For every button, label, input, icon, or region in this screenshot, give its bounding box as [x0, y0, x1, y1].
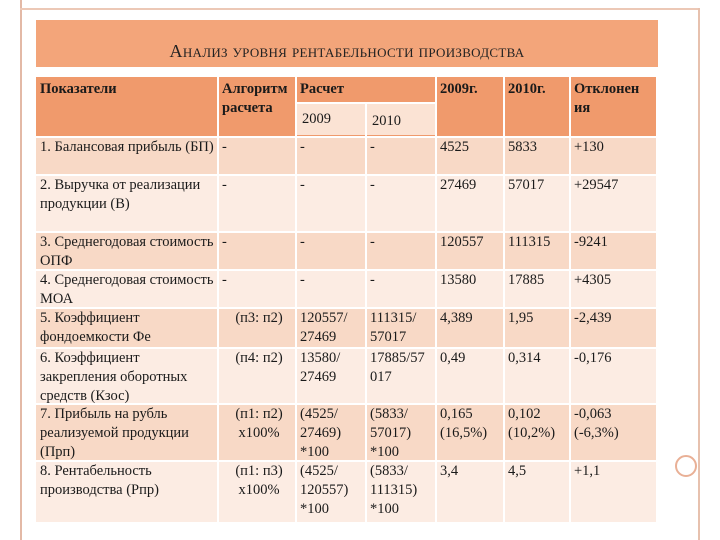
row-deviation: -0,176: [574, 350, 612, 366]
row-calc-2010: -: [370, 272, 375, 288]
row-calc-2010: (5833/ 57017) *100: [370, 406, 412, 460]
row-calc-2010: -: [370, 177, 375, 193]
row-calc-2009: 120557/ 27469: [300, 310, 348, 345]
row-deviation: +29547: [574, 177, 619, 193]
row-value-2009: 3,4: [440, 463, 459, 479]
slide-title: Анализ уровня рентабельности производства: [169, 41, 525, 61]
header-2009: 2009г.: [440, 81, 478, 97]
row-calc-2009: (4525/ 120557) *100: [300, 463, 349, 517]
row-name: 1. Балансовая прибыль (БП): [40, 139, 214, 155]
row-algorithm: (п1: п2) х100%: [235, 406, 283, 441]
row-value-2009: 0,165 (16,5%): [440, 406, 488, 441]
row-value-2010: 4,5: [508, 463, 527, 479]
header-calc-2009: 2009: [302, 111, 331, 127]
header-2010: 2010г.: [508, 81, 546, 97]
header-calc-2010: 2010: [372, 113, 401, 129]
row-value-2009: 120557: [440, 234, 484, 250]
row-algorithm: -: [222, 234, 227, 250]
slide-frame-top: [20, 8, 700, 10]
row-value-2010: 111315: [508, 234, 551, 250]
row-value-2010: 17885: [508, 272, 545, 288]
row-calc-2009: -: [300, 272, 305, 288]
row-calc-2009: 13580/ 27469: [300, 350, 341, 385]
row-algorithm: -: [222, 272, 227, 288]
row-calc-2009: (4525/ 27469) *100: [300, 406, 342, 460]
row-calc-2010: (5833/ 111315) *100: [370, 463, 418, 517]
row-name: 8. Рентабельность производства (Рпр): [40, 463, 159, 498]
row-name: 4. Среднегодовая стоимость МОА: [40, 272, 214, 307]
decorative-circle: [675, 455, 697, 477]
row-value-2009: 4525: [440, 139, 469, 155]
header-calculation: Расчет: [300, 81, 344, 97]
row-value-2009: 0,49: [440, 350, 466, 366]
row-calc-2010: 111315/ 57017: [370, 310, 417, 345]
row-name: 6. Коэффициент закрепления оборотных средств (Кзос): [40, 350, 188, 404]
row-algorithm: (п1: п3) х100%: [235, 463, 283, 498]
row-deviation: -0,063 (-6,3%): [574, 406, 619, 441]
row-algorithm: -: [222, 177, 227, 193]
row-value-2010: 0,314: [508, 350, 541, 366]
row-value-2010: 0,102 (10,2%): [508, 406, 556, 441]
row-calc-2009: -: [300, 139, 305, 155]
row-deviation: -9241: [574, 234, 608, 250]
grid-line: [296, 102, 436, 104]
row-name: 2. Выручка от реализации продукции (В): [40, 177, 201, 212]
header-algorithm: Алгоритм расчета: [222, 81, 288, 116]
row-calc-2009: -: [300, 234, 305, 250]
row-deviation: +4305: [574, 272, 612, 288]
row-value-2009: 13580: [440, 272, 477, 288]
row-calc-2010: 17885/57 017: [370, 350, 425, 385]
row-algorithm: (п4: п2): [235, 350, 283, 366]
title-bar: [36, 20, 658, 67]
row-algorithm: -: [222, 139, 227, 155]
row-algorithm: (п3: п2): [235, 310, 283, 326]
row-calc-2009: -: [300, 177, 305, 193]
row-value-2009: 27469: [440, 177, 477, 193]
row-calc-2010: -: [370, 234, 375, 250]
row-name: 5. Коэффициент фондоемкости Фе: [40, 310, 151, 345]
row-deviation: +130: [574, 139, 604, 155]
row-value-2010: 57017: [508, 177, 545, 193]
grid-line: [217, 77, 219, 522]
slide-frame-right: [698, 8, 700, 540]
header-deviation: Отклонен ия: [574, 81, 640, 116]
slide-frame-left: [20, 0, 22, 540]
row-value-2010: 5833: [508, 139, 537, 155]
row-name: 3. Среднегодовая стоимость ОПФ: [40, 234, 214, 269]
row-value-2009: 4,389: [440, 310, 473, 326]
row-deviation: +1,1: [574, 463, 601, 479]
row-deviation: -2,439: [574, 310, 612, 326]
row-value-2010: 1,95: [508, 310, 534, 326]
header-indicators: Показатели: [40, 81, 117, 97]
row-calc-2010: -: [370, 139, 375, 155]
row-name: 7. Прибыль на рубль реализуемой продукции (Прп): [40, 406, 189, 460]
